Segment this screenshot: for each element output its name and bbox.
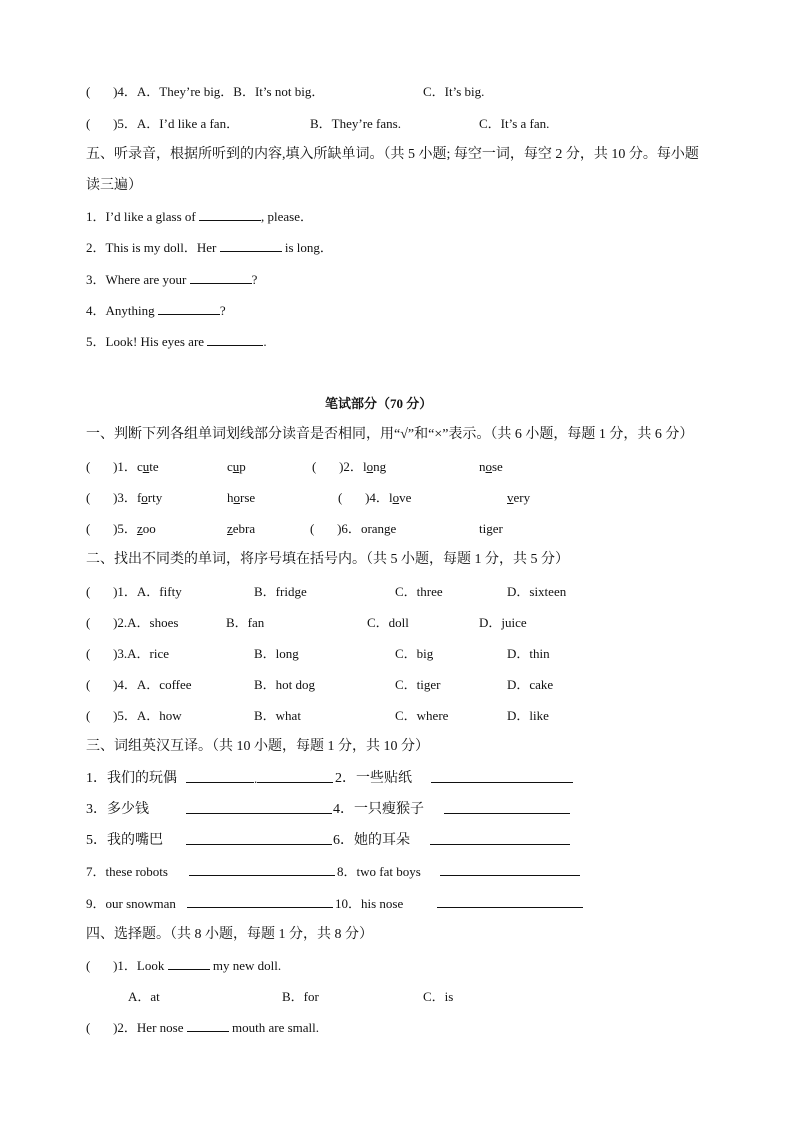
translate-item-10: 10．his nose xyxy=(335,896,404,911)
section-2-title: 二、找出不同类的单词，将序号填在括号内。（共 5 小题，每题 1 分，共 5 分） xyxy=(86,552,569,567)
odd-one-out-row-1: ( )1．A．fifty xyxy=(86,584,182,599)
phonics-word: cup xyxy=(227,459,246,474)
translate-item-4: 4．一只瘦猴子 xyxy=(333,802,424,817)
answer-blank[interactable] xyxy=(189,863,335,876)
answer-blank[interactable] xyxy=(207,333,263,346)
answer-blank[interactable] xyxy=(168,957,210,970)
option-c: C．where xyxy=(395,708,449,723)
answer-blank[interactable] xyxy=(431,770,573,783)
translate-item-8: 8．two fat boys xyxy=(337,864,421,879)
answer-blank[interactable] xyxy=(199,208,261,221)
option-c: C．tiger xyxy=(395,677,441,692)
option-b: B．fan xyxy=(226,615,265,630)
section-4-title: 四、选择题。（共 8 小题，每题 1 分，共 8 分） xyxy=(86,927,373,942)
phonics-row-3: ( )5．zoo xyxy=(86,521,156,536)
answer-blank[interactable] xyxy=(444,801,570,814)
option-d: D．thin xyxy=(507,646,550,661)
odd-one-out-row-2: ( )2.A．shoes xyxy=(86,615,179,630)
translate-item-2: 2．一些贴纸 xyxy=(335,771,412,786)
option-c: C．doll xyxy=(367,615,409,630)
answer-blank-row xyxy=(186,801,332,819)
answer-blank[interactable] xyxy=(158,302,220,315)
answer-blank[interactable] xyxy=(186,770,254,783)
option-c: C．three xyxy=(395,584,443,599)
answer-blank-group: . xyxy=(186,770,333,788)
phonics-pair-2: ( )2．long xyxy=(312,459,387,474)
answer-blank-row xyxy=(440,863,580,881)
section-5-title-cont: 读三遍） xyxy=(86,178,142,193)
phonics-word: very xyxy=(507,490,531,505)
phonics-word: horse xyxy=(227,490,256,505)
answer-blank[interactable] xyxy=(187,1019,229,1032)
answer-blank[interactable] xyxy=(220,239,282,252)
section-5-title: 五、听录音，根据所听到的内容,填入所缺单词。（共 5 小题; 每空一词，每空 2 分，共 10 分。每小题 xyxy=(86,147,699,162)
answer-blank[interactable] xyxy=(187,895,333,908)
option-d: D．sixteen xyxy=(507,584,567,599)
phonics-word: nose xyxy=(479,459,503,474)
fill-item-3: 3．Where are your ? xyxy=(86,272,258,287)
answer-blank[interactable] xyxy=(190,271,252,284)
choice-question-1: ( )1．Look my new doll. xyxy=(86,958,282,973)
phonics-row-2: ( )3．forty xyxy=(86,490,163,505)
section-3-title: 三、词组英汉互译。（共 10 小题，每题 1 分，共 10 分） xyxy=(86,739,429,754)
translate-item-5: 5．我的嘴巴 xyxy=(86,833,163,848)
answer-blank-row xyxy=(430,832,570,850)
option-b: B．for xyxy=(282,989,319,1004)
listening-question-5-option-b: B．They’re fans. xyxy=(310,116,401,131)
answer-blank-row xyxy=(444,801,570,819)
phonics-row-1: ( )1．cute xyxy=(86,459,159,474)
option-b: B．hot dog xyxy=(254,677,316,692)
option-a: A．at xyxy=(128,989,160,1004)
answer-blank[interactable] xyxy=(440,863,580,876)
option-c: C．is xyxy=(423,989,454,1004)
option-b: B．long xyxy=(254,646,299,661)
option-b: B．fridge xyxy=(254,584,307,599)
answer-blank-row xyxy=(431,770,573,788)
option-d: D．cake xyxy=(507,677,554,692)
phonics-pair-4: ( )4．love xyxy=(338,490,412,505)
listening-question-5-option-c: C．It’s a fan. xyxy=(479,116,550,131)
answer-blank[interactable] xyxy=(437,895,583,908)
answer-blank-row xyxy=(186,832,332,850)
option-d: D．like xyxy=(507,708,549,723)
section-1-title: 一、判断下列各组单词划线部分读音是否相同，用“√”和“×”表示。（共 6 小题，每题 1 分，共 6 分） xyxy=(86,427,694,442)
answer-blank[interactable] xyxy=(257,770,333,783)
fill-item-5: 5．Look! His eyes are . xyxy=(86,334,267,349)
phonics-word: tiger xyxy=(479,521,503,536)
translate-item-7: 7．these robots xyxy=(86,864,168,879)
answer-blank[interactable] xyxy=(186,832,332,845)
phonics-pair-6: ( )6．orange xyxy=(310,521,397,536)
translate-item-6: 6．她的耳朵 xyxy=(333,833,410,848)
odd-one-out-row-3: ( )3.A．rice xyxy=(86,646,170,661)
listening-question-5: ( )5．A．I’d like a fan． xyxy=(86,116,240,131)
answer-blank[interactable] xyxy=(430,832,570,845)
fill-item-2: 2．This is my doll．Her is long． xyxy=(86,240,333,255)
answer-blank-row xyxy=(187,895,333,913)
odd-one-out-row-4: ( )4．A．coffee xyxy=(86,677,192,692)
answer-blank-row xyxy=(437,895,583,913)
choice-question-2: ( )2．Her nose mouth are small. xyxy=(86,1020,320,1035)
option-c: C．big xyxy=(395,646,434,661)
translate-item-9: 9．our snowman xyxy=(86,896,176,911)
answer-blank-row xyxy=(189,863,335,881)
translate-item-3: 3．多少钱 xyxy=(86,802,149,817)
translate-item-1: 1．我们的玩偶 xyxy=(86,771,177,786)
option-d: D．juice xyxy=(479,615,527,630)
listening-question-4: ( )4．A．They’re big．B．It’s not big． xyxy=(86,84,325,99)
written-section-heading: 笔试部分（70 分） xyxy=(325,396,433,411)
listening-question-4-option-c: C．It’s big. xyxy=(423,84,485,99)
answer-blank[interactable] xyxy=(186,801,332,814)
odd-one-out-row-5: ( )5．A．how xyxy=(86,708,182,723)
fill-item-4: 4．Anything ? xyxy=(86,303,226,318)
phonics-word: zebra xyxy=(227,521,256,536)
option-b: B．what xyxy=(254,708,301,723)
fill-item-1: 1．I’d like a glass of , please． xyxy=(86,209,313,224)
